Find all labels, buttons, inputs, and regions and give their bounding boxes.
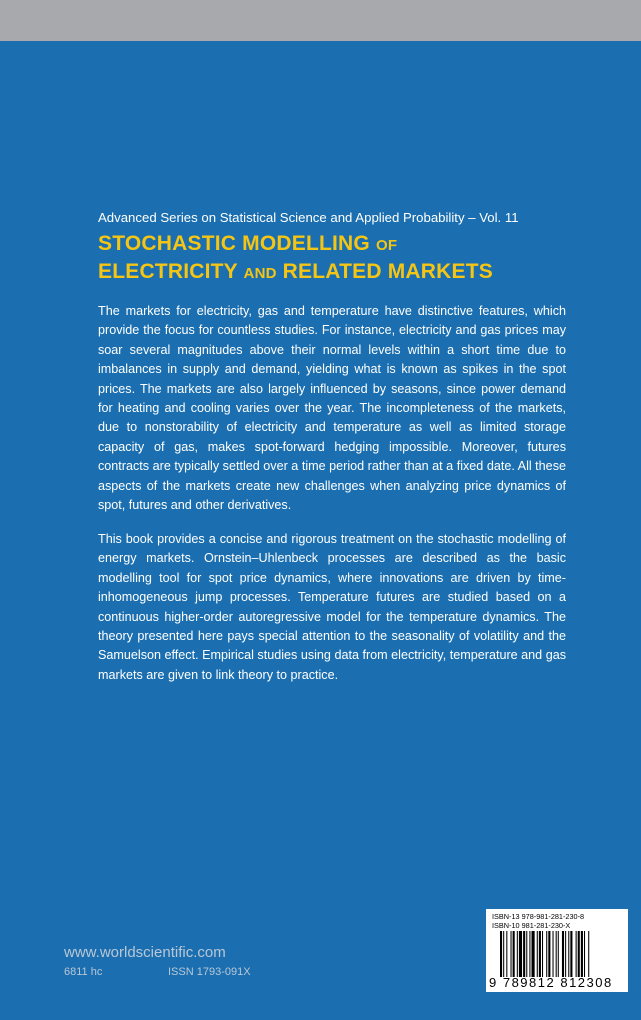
barcode-label (486, 909, 628, 992)
publisher-url: www.worldscientific.com (64, 944, 226, 961)
barcode-bar (581, 931, 583, 977)
barcode-bar (578, 931, 580, 977)
barcode-bar (558, 931, 559, 977)
barcode-bar (523, 931, 525, 977)
title-text: RELATED MARKETS (276, 260, 493, 283)
barcode-bar (565, 931, 566, 977)
barcode-bar (568, 931, 569, 977)
barcode-bar (539, 931, 541, 977)
book-title-line-2 (98, 260, 493, 284)
barcode-bar (517, 931, 518, 977)
issn: ISSN 1793-091X (168, 966, 251, 978)
barcode-bar (519, 931, 522, 977)
barcode-bar (584, 931, 585, 977)
barcode-bar (529, 931, 530, 977)
barcode-bar (526, 931, 527, 977)
barcode-bar (556, 931, 557, 977)
footer-codes (64, 966, 251, 978)
isbn-13: ISBN-13 978-981-281-230-8 (492, 912, 585, 921)
barcode-bar (503, 931, 504, 977)
barcode-bar (511, 931, 512, 977)
barcode-bar (570, 931, 572, 977)
barcode-bar (506, 931, 507, 977)
blurb-paragraph: This book provides a concise and rigorous treatment on the stochastic modelling of energy markets. Ornstein–Uhlenbeck processes are described as the basic modelling tool for spot price dynamics, where innovations are driven by time-inhomogeneous jump processes. Temperature futures are studied based on a continuous higher-order autoregressive model for the temperature dynamics. The theory presented here pays special attention to the seasonality of volatility and the Samuelson effect. Empirical studies using data from electricity, temperature and gas markets are given to link theory to practice. (98, 532, 566, 682)
barcode-bar (532, 931, 535, 977)
book-title-line-1 (98, 232, 397, 256)
barcode-bar (548, 931, 550, 977)
product-code: 6811 hc (64, 966, 103, 978)
barcode-digits: 9 789812 812308 (489, 975, 613, 990)
title-small-caps: OF (375, 237, 398, 254)
barcode-bar (537, 931, 538, 977)
title-text: STOCHASTIC MODELLING (98, 232, 376, 255)
title-text: ELECTRICITY (98, 260, 244, 283)
isbn-10: ISBN-10 981-281-230-X (492, 921, 571, 930)
barcode-bar (500, 931, 502, 977)
series-line: Advanced Series on Statistical Science and Applied Probability – Vol. 11 (98, 210, 519, 225)
blurb-paragraph: The markets for electricity, gas and temperature have distinctive features, which provide the focus for countless studies. For instance, electricity and gas prices may soar several magnitudes above their normal levels within a short time due to imbalances in supply and demand, yielding what is known as spikes in the spot prices. The markets are also largely influenced by seasons, since power demand for heating and cooling varies over the year. The incompleteness of the markets, due to nonstorability of electricity and temperature as well as limited storage capacity of gas, makes spot-forward hedging impossible. Moreover, futures contracts are typically settled over a time period rather than at a fixed date. All these aspects of the markets create new challenges when analyzing price dynamics of spot, futures and other derivatives. (98, 304, 566, 513)
barcode-bar (546, 931, 547, 977)
barcode-bar (542, 931, 543, 977)
barcode-bar (576, 931, 577, 977)
barcode-bar (562, 931, 564, 977)
title-small-caps: AND (243, 265, 277, 282)
barcode-bar (513, 931, 515, 977)
barcode-bar (553, 931, 554, 977)
top-gray-band (0, 0, 641, 41)
barcode-bar (588, 931, 589, 977)
barcode-bars (500, 931, 624, 977)
